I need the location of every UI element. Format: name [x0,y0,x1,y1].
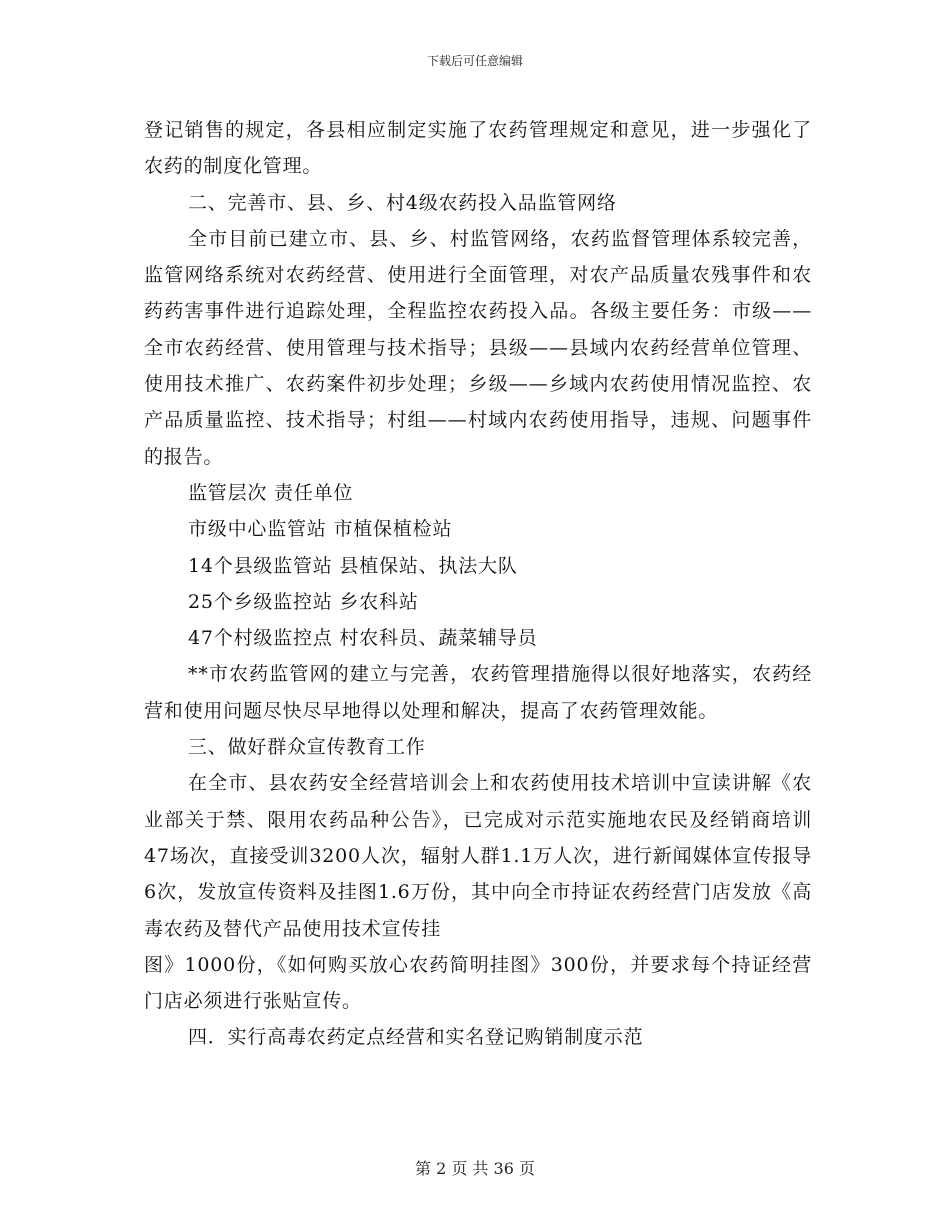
paragraph-training: 在全市、县农药安全经营培训会上和农药使用技术培训中宣读讲解《农业部关于禁、限用农药品种公告》，已完成对示范实施地农民及经销商培训47场次，直接受训3200人次，辐射人群1.1万人次，进行新闻媒体宣传报导6次，发放宣传资料及挂图1.6万份，其中向全市持证农药经营门店发放《高毒农药及替代产品使用技术宣传挂 [144,772,812,940]
section-heading-2: 二、完善市、县、乡、村4级农药投入品监管网络 [188,191,617,214]
paragraph-summary: **市农药监管网的建立与完善，农药管理措施得以很好地落实，农药经营和使用问题尽快尽早地得以处理和解决，提高了农药管理效能。 [144,663,812,722]
page-header: 下载后可任意编辑 [426,54,523,68]
section-heading-3: 三、做好群众宣传教育工作 [188,736,426,759]
page-footer: 第 2 页 共 36 页 [415,1159,535,1178]
table-line-city: 市级中心监管站 市植保植检站 [188,518,453,541]
table-line-township: 25个乡级监控站 乡农科站 [188,590,419,613]
table-header-line: 监管层次 责任单位 [188,481,354,504]
table-line-county: 14个县级监管站 县植保站、执法大队 [188,554,518,577]
table-line-village: 47个村级监控点 村农科员、蔬菜辅导员 [188,627,538,650]
paragraph-network: 全市目前已建立市、县、乡、村监管网络，农药监督管理体系较完善，监管网络系统对农药经营、使用进行全面管理，对农产品质量农残事件和农药药害事件进行追踪处理，全程监控农药投入品。各级主要任务：市级——全市农药经营、使用管理与技术指导；县级——县域内农药经营单位管理、使用技术推广、农药案件初步处理；乡级——乡域内农药使用情况监控、农产品质量监控、技术指导；村组——村域内农药使用指导，违规、问题事件的报告。 [144,227,812,468]
paragraph-continuation: 登记销售的规定，各县相应制定实施了农药管理规定和意见，进一步强化了农药的制度化管理。 [144,119,812,178]
document-body [144,112,812,1056]
section-heading-4: 四．实行高毒农药定点经营和实名登记购销制度示范 [188,1026,644,1049]
paragraph-posters: 图》1000份，《如何购买放心农药简明挂图》300份，并要求每个持证经营门店必须进行张贴宣传。 [144,953,812,1013]
